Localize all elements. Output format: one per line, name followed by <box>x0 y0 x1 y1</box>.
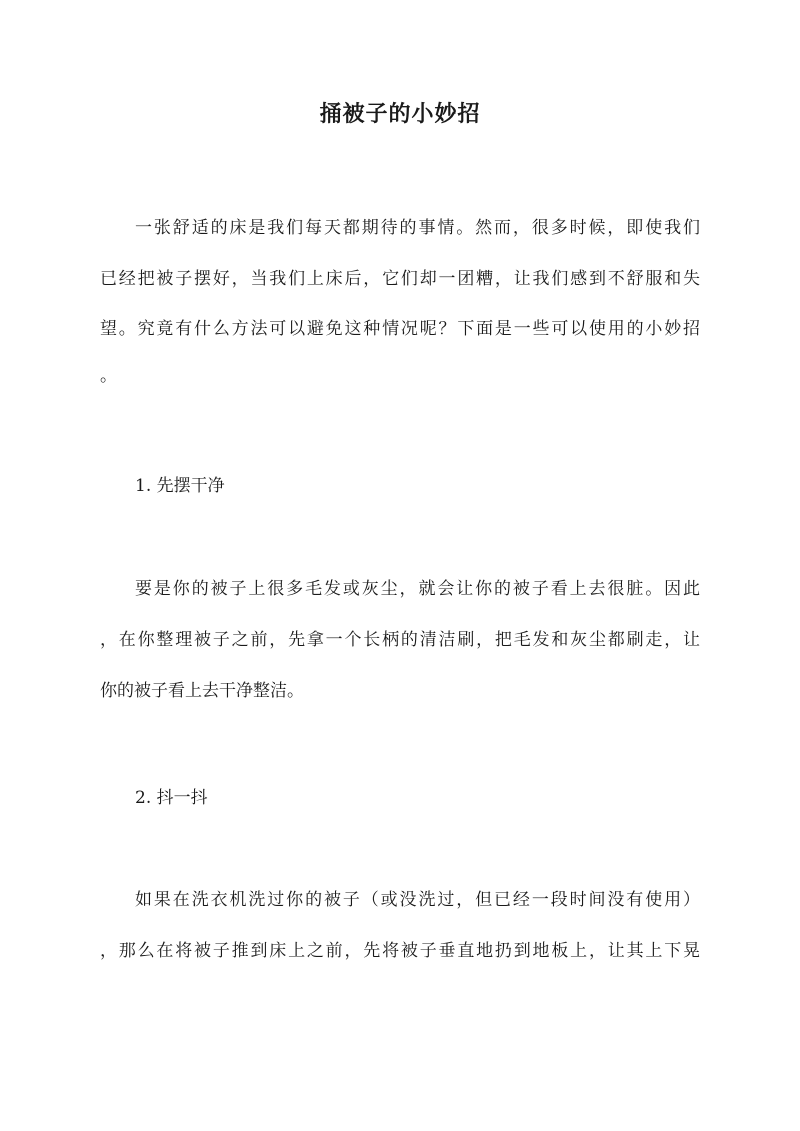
document-title: 捅被子的小妙招 <box>319 101 481 127</box>
section-line: 如果在洗衣机洗过你的被子（或没洗过，但已经一段时间没有使用） <box>135 890 700 910</box>
section-line: ，那么在将被子推到床上之前，先将被子垂直地扔到地板上，让其上下晃 <box>100 941 700 961</box>
intro-line: 一张舒适的床是我们每天都期待的事情。然而，很多时候，即使我们 <box>135 218 700 238</box>
intro-line: 已经把被子摆好，当我们上床后，它们却一团糟，让我们感到不舒服和失 <box>100 269 700 289</box>
section-heading: 1. 先摆干净 <box>135 476 225 496</box>
section-line: ，在你整理被子之前，先拿一个长柄的清洁刷，把毛发和灰尘都刷走，让 <box>100 630 700 650</box>
intro-line: 望。究竟有什么方法可以避免这种情况呢？下面是一些可以使用的小妙招 <box>100 319 700 339</box>
section-heading: 2. 抖一抖 <box>135 788 208 808</box>
intro-line: 。 <box>100 366 117 386</box>
section-line: 要是你的被子上很多毛发或灰尘，就会让你的被子看上去很脏。因此 <box>135 579 700 599</box>
section-line: 你的被子看上去干净整洁。 <box>100 681 304 701</box>
